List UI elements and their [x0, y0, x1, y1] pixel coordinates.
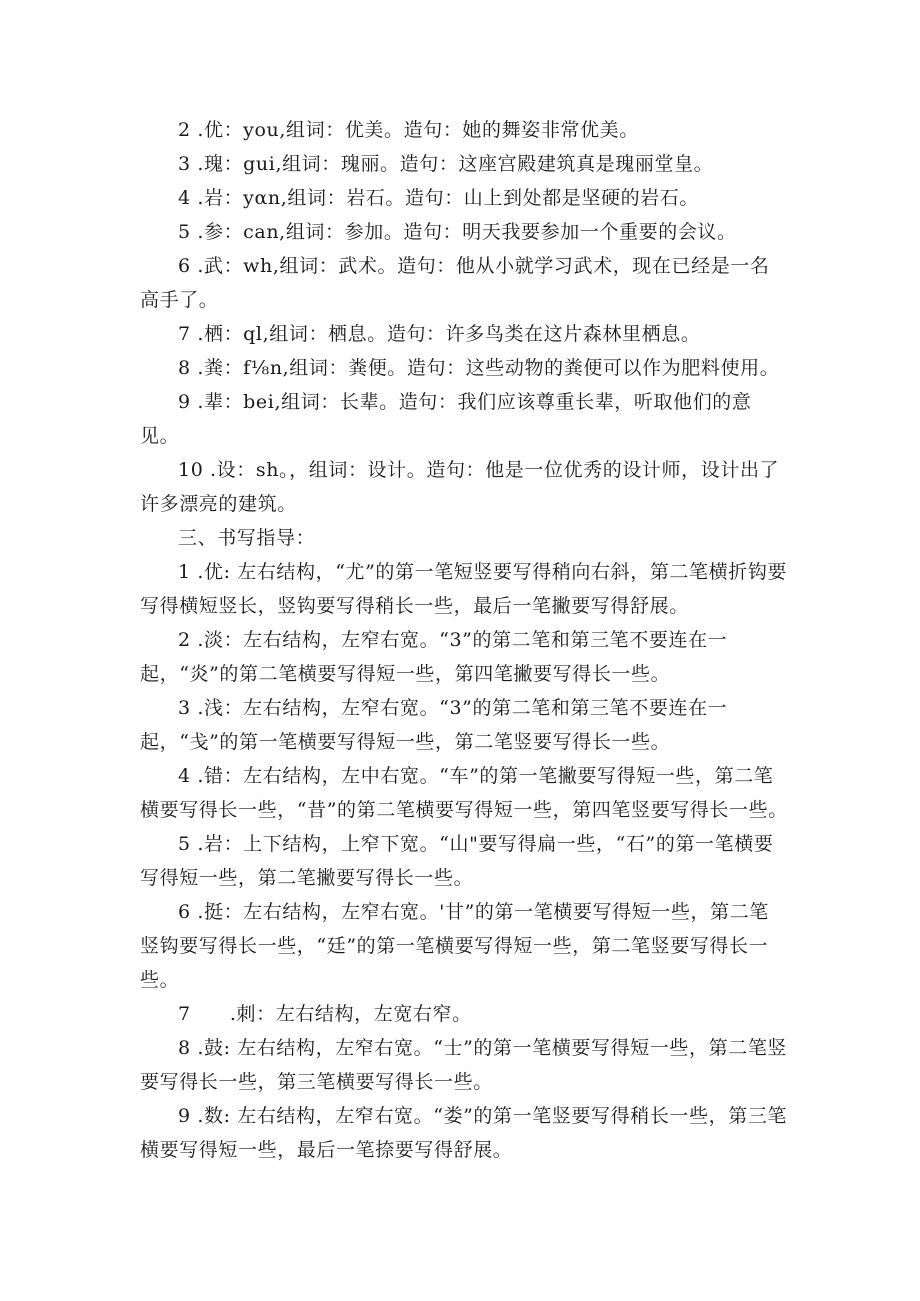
vocab-item-5: 5 .参：can,组词：参加。造句：明天我要参加一个重要的会议。	[178, 221, 737, 243]
vocab-item-10: 10 .设：sh。，组词：设计。造句：他是一位优秀的设计师，设计出了许多漂亮的建筑。	[140, 459, 780, 515]
vocab-item-3: 3 .瑰：gui,组词：瑰丽。造句：这座宫殿建筑真是瑰丽堂皇。	[178, 153, 714, 175]
writing-guide-item-6: 6 .挺：左右结构，左窄右宽。'甘”的第一笔横要写得短一些，第二笔竖钩要写得长一些，“廷”的第一笔横要写得短一些，第二笔竖要写得长一些。	[140, 901, 769, 991]
writing-guide-item-1: 1 .优: 左右结构，“尤”的第一笔短竖要写得稍向右斜，第二笔横折钩要写得横短竖长，竖钩要写得稍长一些，最后一笔撇要写得舒展。	[140, 561, 788, 617]
writing-guide-item-7: 7 .刺：左右结构，左宽右窄。	[178, 1003, 472, 1025]
writing-guide-item-3: 3 .浅：左右结构，左窄右宽。“3”的第二笔和第三笔不要连在一起，“戋”的第一笔横要写得短一些，第二笔竖要写得长一些。	[140, 697, 728, 753]
vocab-item-7: 7 .栖：ql,组词：栖息。造句：许多鸟类在这片森林里栖息。	[178, 323, 701, 345]
vocab-item-4: 4 .岩：yαn,组词：岩石。造句：山上到处都是坚硬的岩石。	[178, 187, 700, 209]
writing-guide-item-5: 5 .岩：上下结构，上窄下宽。“山"要写得扁一些，“石”的第一笔横要写得短一些，第二笔撇要写得长一些。	[140, 833, 774, 889]
document-page	[140, 113, 788, 1167]
vocab-item-6: 6 .武：wh,组词：武术。造句：他从小就学习武术，现在已经是一名高手了。	[140, 255, 770, 311]
writing-guide-item-2: 2 .淡：左右结构，左窄右宽。“3”的第二笔和第三笔不要连在一起，“炎”的第二笔横要写得短一些，第四笔撇要写得长一些。	[140, 629, 728, 685]
section-heading-writing-guide: 三、书写指导：	[178, 527, 316, 549]
vocab-item-2: 2 .优：you,组词：优美。造句：她的舞姿非常优美。	[178, 119, 639, 141]
writing-guide-item-4: 4 .错：左右结构，左中右宽。“车”的第一笔撇要写得短一些，第二笔横要写得长一些，“昔”的第二笔横要写得短一些，第四笔竖要写得长一些。	[140, 765, 788, 821]
writing-guide-item-9: 9 .数: 左右结构，左窄右宽。“娄”的第一笔竖要写得稍长一些，第三笔横要写得短一些，最后一笔捺要写得舒展。	[140, 1105, 788, 1161]
vocab-item-8: 8 .粪：f⅛n,组词：粪便。造句：这些动物的粪便可以作为肥料使用。	[178, 357, 780, 379]
writing-guide-item-8: 8 .鼓: 左右结构，左窄右宽。“士”的第一笔横要写得短一些，第二笔竖要写得长一些，第三笔横要写得长一些。	[140, 1037, 788, 1093]
vocab-item-9: 9 .辈：bei,组词：长辈。造句：我们应该尊重长辈，听取他们的意见。	[140, 391, 752, 447]
